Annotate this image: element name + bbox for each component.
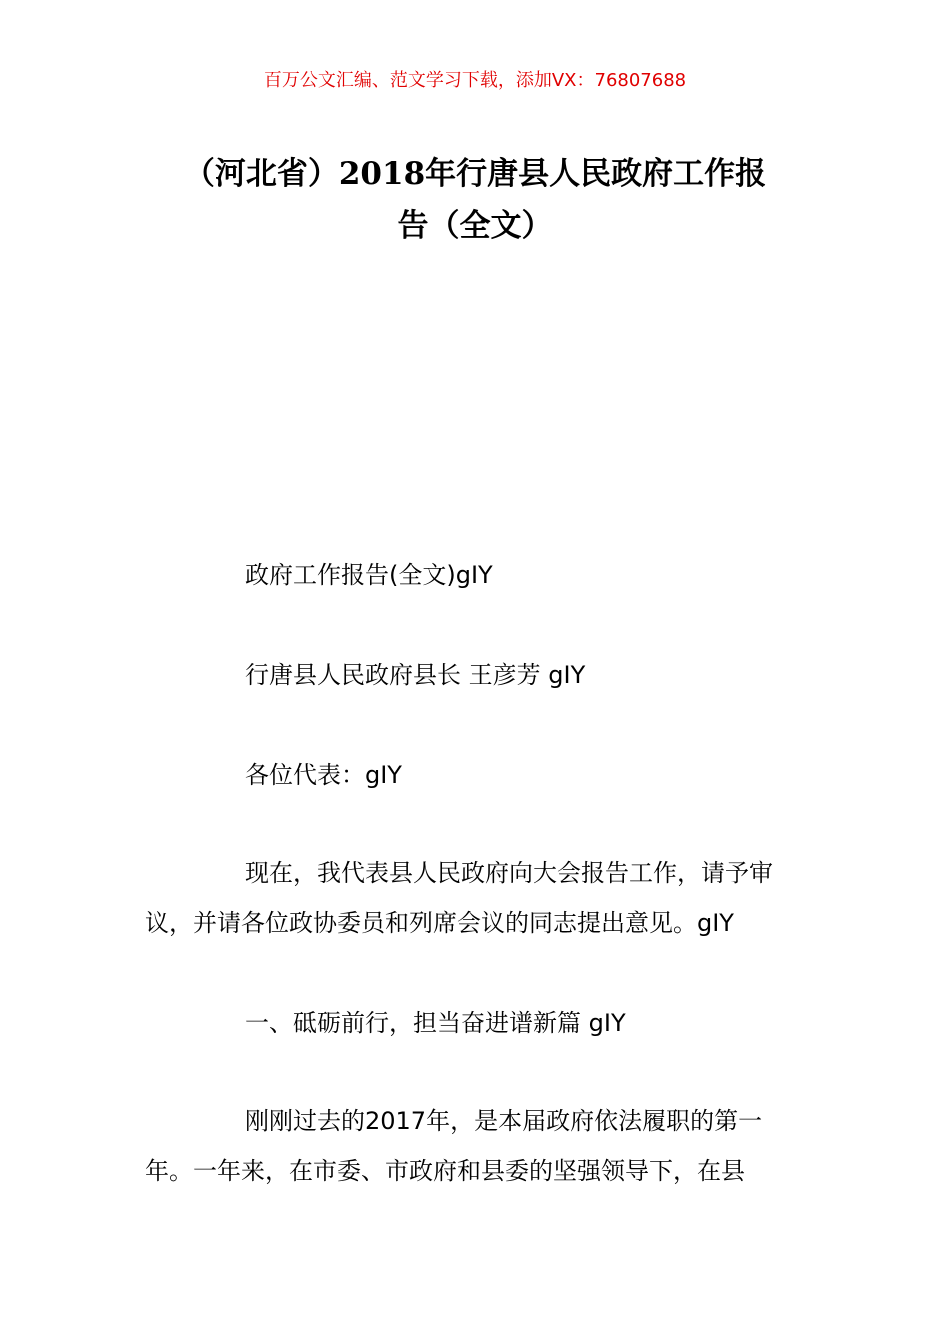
document-title-line-2: 告（全文）	[397, 208, 553, 244]
paragraph-salutation: 各位代表：gIY	[245, 761, 402, 789]
watermark-note: 百万公文汇编、范文学习下载，添加VX：76807688	[263, 70, 687, 91]
document-title	[140, 148, 810, 252]
paragraph-report-name: 政府工作报告(全文)gIY	[245, 561, 493, 589]
paragraph-opening: 现在，我代表县人民政府向大会报告工作，请予审议，并请各位政协委员和列席会议的同志提出意见。gIY	[145, 859, 773, 937]
document-title-line-1: （河北省）2018年行唐县人民政府工作报	[183, 156, 767, 192]
paragraph-author: 行唐县人民政府县长 王彦芳 gIY	[245, 661, 586, 689]
section-heading-1: 一、砥砺前行，担当奋进谱新篇 gIY	[245, 1009, 626, 1037]
paragraph-body: 刚刚过去的2017年，是本届政府依法履职的第一年。一年来，在市委、市政府和县委的坚强领导下，在县	[145, 1107, 763, 1185]
